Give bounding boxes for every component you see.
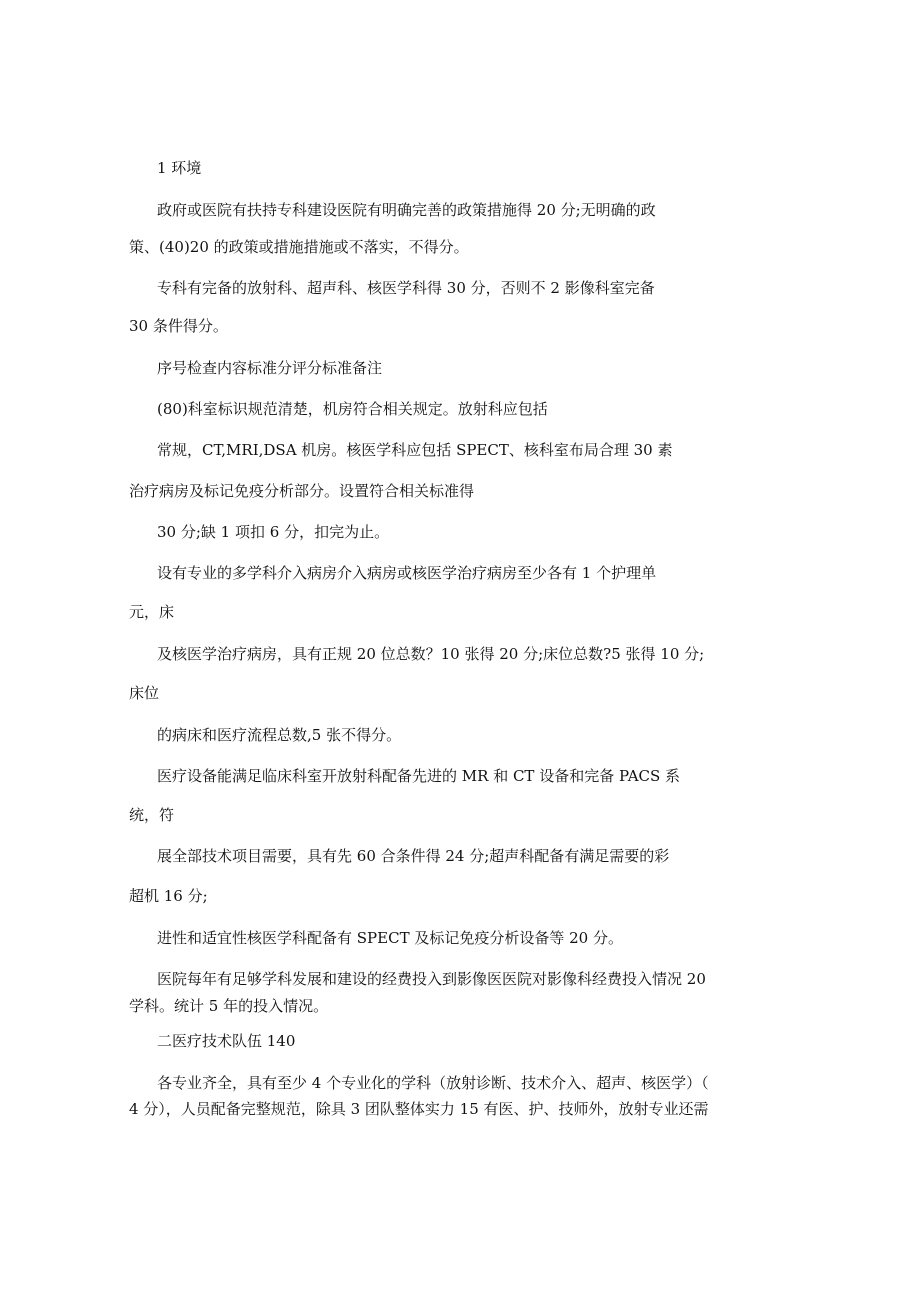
table-header-line: 序号检查内容标准分评分标准备注 (157, 359, 383, 377)
paragraph-line: 各专业齐全，具有至少 4 个专业化的学科（放射诊断、技术介入、超声、核医学）（ (157, 1074, 709, 1092)
paragraph-line: 政府或医院有扶持专科建设医院有明确完善的政策措施得 20 分;无明确的政 (157, 201, 656, 219)
paragraph-line: 医院每年有足够学科发展和建设的经费投入到影像医医院对影像科经费投入情况 20 (157, 970, 706, 988)
paragraph-line: 医疗设备能满足临床科室开放射科配备先进的 MR 和 CT 设备和完备 PACS 系 (157, 767, 681, 785)
section-heading-medical-team: 二医疗技术队伍 140 (157, 1032, 296, 1050)
paragraph-line: 4 分），人员配备完整规范，除具 3 团队整体实力 15 有医、护、技师外，放射专业还需 (129, 1100, 709, 1118)
paragraph-line: 专科有完备的放射科、超声科、核医学科得 30 分，否则不 2 影像科室完备 (157, 279, 655, 297)
paragraph-line: 学科。统计 5 年的投入情况。 (129, 997, 329, 1015)
section-heading-environment: 1 环境 (157, 159, 202, 177)
paragraph-line: 治疗病房及标记免疫分析部分。设置符合相关标准得 (129, 482, 475, 500)
paragraph-line: 展全部技术项目需要，具有先 60 合条件得 24 分;超声科配备有满足需要的彩 (157, 847, 670, 865)
paragraph-line: 常规，CT,MRI,DSA 机房。核医学科应包括 SPECT、核科室布局合理 30 素 (157, 441, 673, 459)
paragraph-line: 设有专业的多学科介入病房介入病房或核医学治疗病房至少各有 1 个护理单 (157, 564, 657, 582)
paragraph-line: 的病床和医疗流程总数,5 张不得分。 (157, 726, 402, 744)
paragraph-line: 及核医学治疗病房，具有正规 20 位总数？10 张得 20 分;床位总数?5 张得 10 分; (157, 645, 705, 663)
paragraph-line: 统，符 (129, 806, 175, 824)
paragraph-line: 床位 (129, 684, 160, 702)
paragraph-line: 30 条件得分。 (129, 317, 228, 335)
paragraph-line: 策、(40)20 的政策或措施措施或不落实，不得分。 (129, 238, 469, 256)
paragraph-line: 30 分;缺 1 项扣 6 分，扣完为止。 (157, 523, 390, 541)
paragraph-line: 元，床 (129, 603, 175, 621)
paragraph-line: (80)科室标识规范清楚，机房符合相关规定。放射科应包括 (157, 400, 548, 418)
paragraph-line: 进性和适宜性核医学科配备有 SPECT 及标记免疫分析设备等 20 分。 (157, 929, 623, 947)
paragraph-line: 超机 16 分; (129, 887, 208, 905)
